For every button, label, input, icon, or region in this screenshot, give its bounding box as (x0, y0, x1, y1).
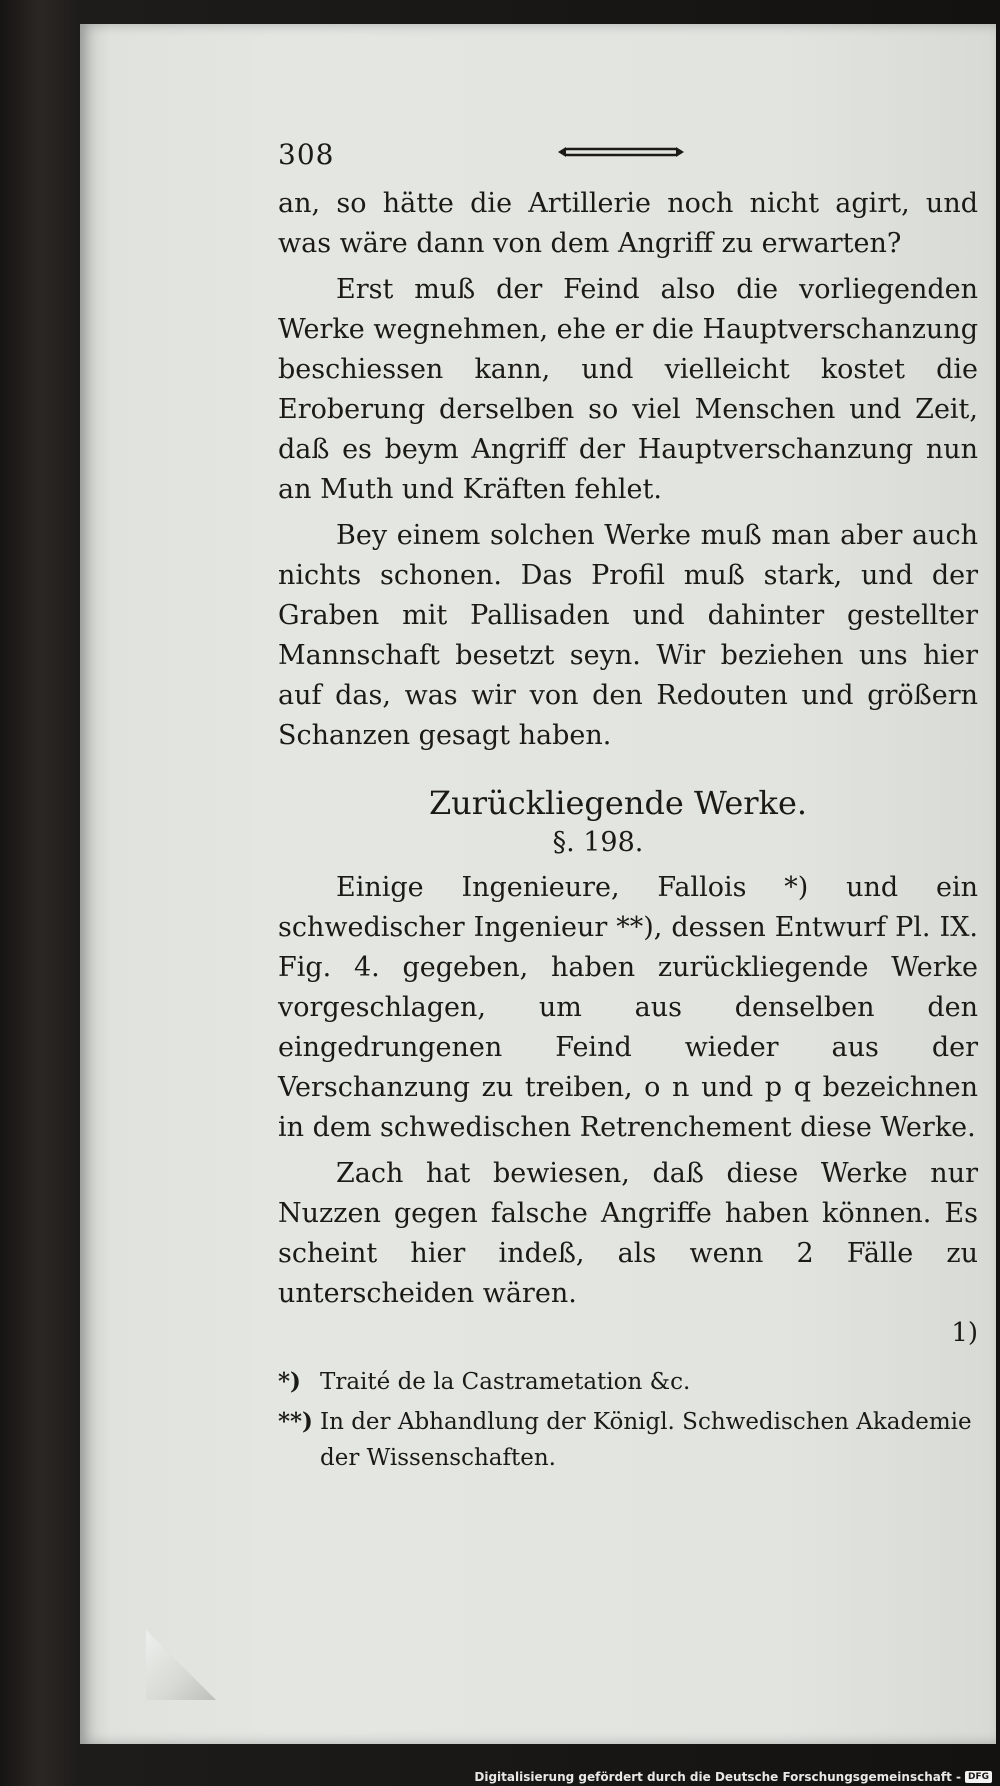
page-content (278, 138, 978, 1476)
footnote-text: Traité de la Castrametation &c. (320, 1369, 691, 1395)
digitization-credit (474, 1770, 992, 1784)
paragraph-continuation: an, so hätte die Artillerie noch nicht agirt, und was wäre dann von dem Angriff zu erwarten? (278, 188, 978, 259)
catchword: 1) (951, 1318, 978, 1348)
paragraph-einige: Einige Ingenieure, Fallois *) und ein schwedischer Ingenieur **), dessen Entwurf Pl. IX. Fig. 4. gegeben, haben zurückliegende Werke vorgeschlagen, um aus denselben den eingedrungenen Feind wieder aus der Verschanzung zu treiben, o n und p q bezeichnen in dem schwedischen Retrenchement diese Werke. (278, 872, 978, 1143)
page-header (278, 138, 978, 184)
paragraph-zach: Zach hat bewiesen, daß diese Werke nur Nuzzen gegen falsche Angriffe haben können. Es scheint hier indeß, als wenn 2 Fälle zu unterscheiden wären. (278, 1158, 978, 1309)
section-title: Zurückliegende Werke. (428, 784, 808, 822)
footnote-1 (278, 1364, 978, 1400)
footnote-marker: **) (278, 1408, 313, 1435)
dfg-logo: DFG (965, 1771, 992, 1783)
paragraph-erst: Erst muß der Feind also die vorliegenden Werke wegnehmen, ehe er die Hauptverschanzung beschiessen kann, und vielleicht kostet die Eroberung derselben so viel Menschen und Zeit, daß es beym Angriff der Hauptverschanzung nun an Muth und Kräften fehlet. (278, 274, 978, 505)
decorative-rule-icon (558, 142, 684, 162)
footnote-marker: *) (278, 1368, 301, 1395)
credit-text: Digitalisierung gefördert durch die Deutsche Forschungsgemeinschaft - (474, 1770, 961, 1784)
page-corner-fold (146, 1630, 216, 1700)
section-number: §. 198. (552, 827, 644, 858)
page-number: 308 (278, 138, 335, 171)
footnote-2 (278, 1404, 978, 1476)
paragraph-bey: Bey einem solchen Werke muß man aber auch nichts schonen. Das Profil muß stark, und der Graben mit Pallisaden und dahinter gestellter Mannschaft besetzt seyn. Wir beziehen uns hier auf das, was wir von den Redouten und größern Schanzen gesagt haben. (278, 520, 978, 751)
footnote-text: In der Abhandlung der Königl. Schwedischen Akademie der Wissenschaften. (320, 1409, 972, 1471)
footnotes (278, 1364, 978, 1476)
